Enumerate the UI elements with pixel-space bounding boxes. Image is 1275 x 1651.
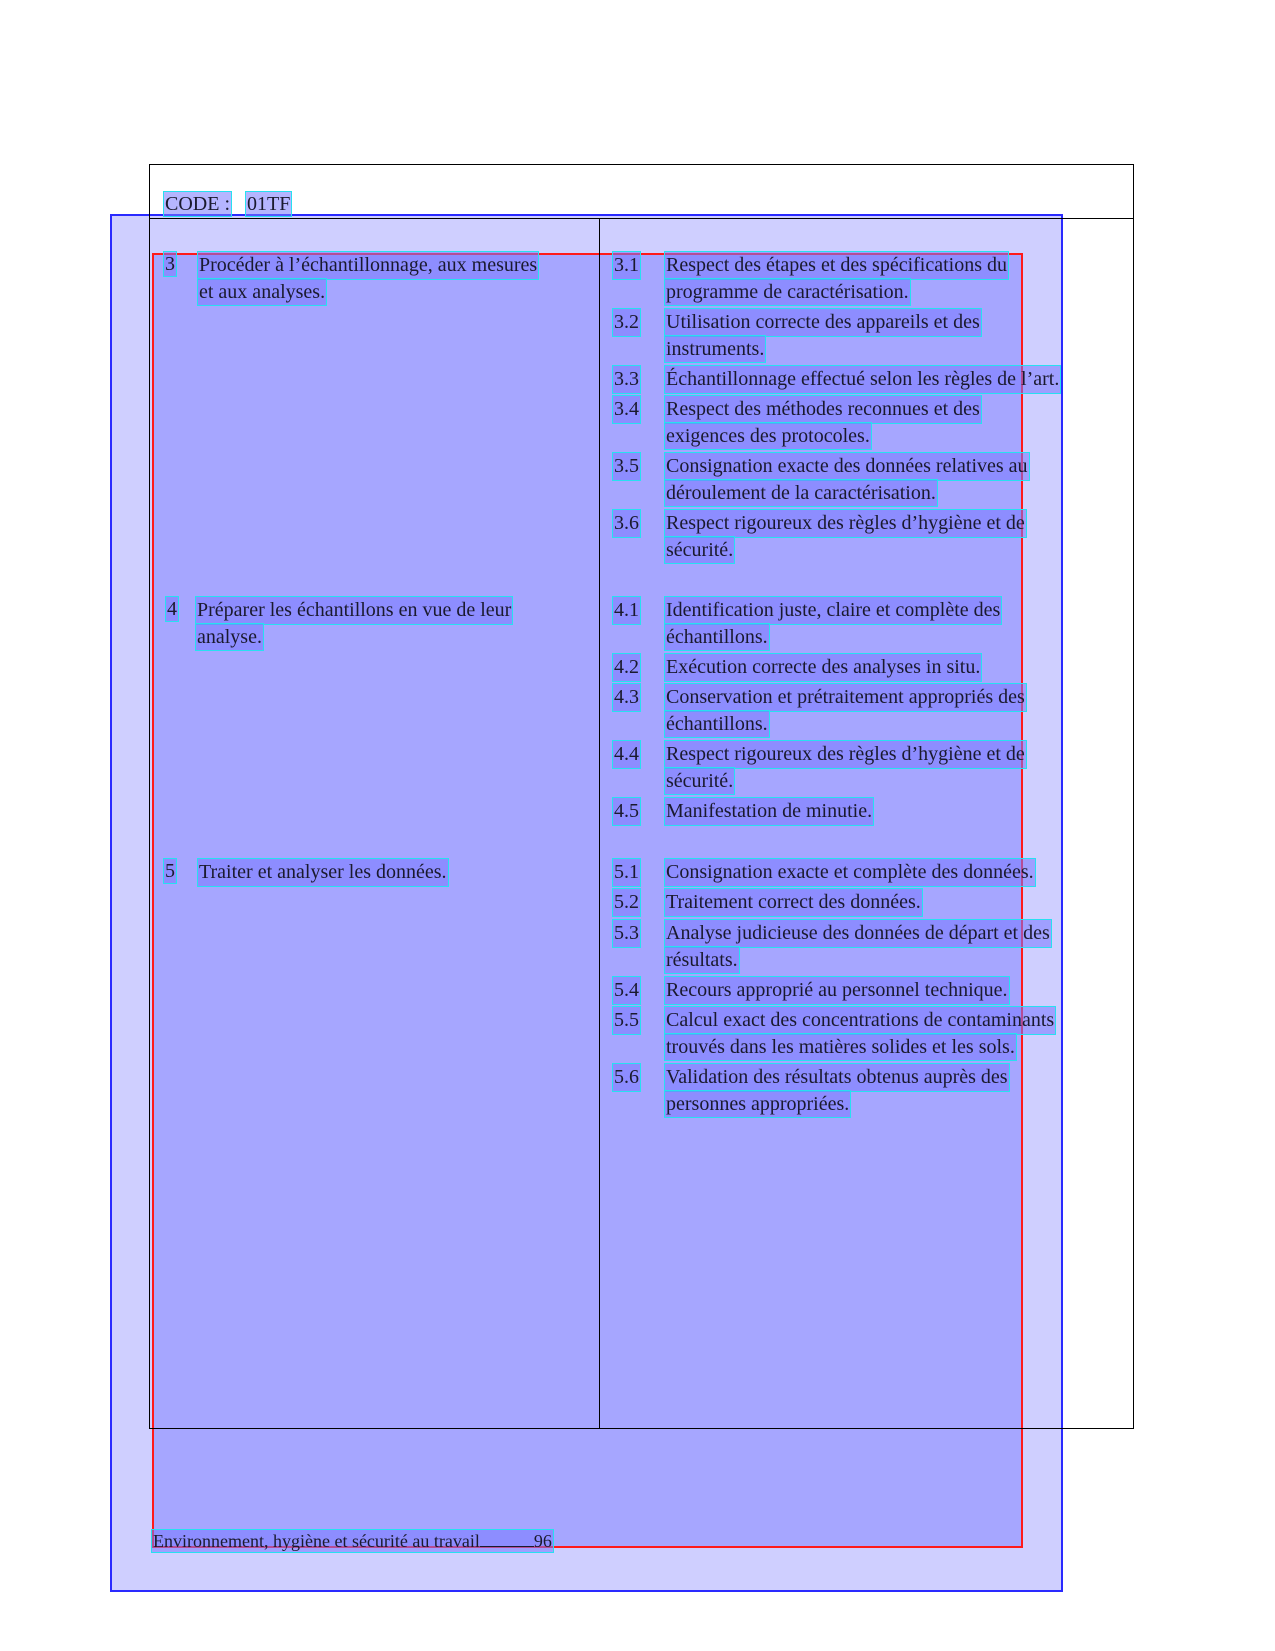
criterion-line: échantillons.	[665, 711, 769, 738]
criterion-line: Utilisation correcte des appareils et des	[665, 309, 981, 336]
criterion-number: 5.5	[613, 1007, 640, 1034]
criterion-number: 3.5	[613, 453, 640, 480]
competency-number: 4	[167, 598, 177, 620]
competency-line: analyse.	[196, 624, 556, 651]
criterion-line: Recours approprié au personnel technique.	[665, 977, 1009, 1004]
criterion-line: Exécution correcte des analyses in situ.	[665, 654, 981, 681]
competency-line: Traiter et analyser les données.	[198, 859, 448, 886]
criterion-line: Manifestation de minutie.	[665, 798, 873, 825]
criterion-number: 4.4	[613, 741, 640, 768]
criterion-number: 5.6	[613, 1064, 640, 1091]
criterion-line: résultats.	[665, 947, 739, 974]
criterion-line: déroulement de la caractérisation.	[665, 480, 937, 507]
criterion-number: 3.4	[613, 396, 640, 423]
criterion-number: 4.5	[613, 798, 640, 825]
criterion-number: 5.1	[613, 859, 640, 886]
competency-line: et aux analyses.	[198, 279, 586, 306]
criterion-line: sécurité.	[665, 768, 734, 795]
criterion-line: Respect rigoureux des règles d’hygiène et de	[665, 741, 1026, 768]
footer-title: Environnement, hygiène et sécurité au travail	[153, 1531, 480, 1551]
competency-statement	[196, 597, 556, 650]
criterion-number: 4.2	[613, 654, 640, 681]
criterion-number: 4.1	[613, 597, 640, 624]
criterion-line: Respect des méthodes reconnues et des	[665, 396, 981, 423]
criterion-line: personnes appropriées.	[665, 1091, 850, 1118]
criterion-line: exigences des protocoles.	[665, 423, 871, 450]
criterion-line: Traitement correct des données.	[665, 889, 922, 916]
criterion-line: Échantillonnage effectué selon les règles de l’art.	[665, 366, 1060, 393]
criterion-line: trouvés dans les matières solides et les sols.	[665, 1034, 1016, 1061]
competency-number: 5	[165, 860, 175, 882]
competency-statement	[198, 859, 448, 886]
criterion-line: Consignation exacte des données relatives au	[665, 453, 1029, 480]
criterion-number: 5.3	[613, 920, 640, 947]
criterion-line: Conservation et prétraitement appropriés des	[665, 684, 1026, 711]
competency-number: 3	[165, 253, 175, 275]
competency-statement	[198, 252, 586, 305]
criterion-number: 3.6	[613, 510, 640, 537]
criterion-line: Respect rigoureux des règles d’hygiène et de	[665, 510, 1026, 537]
criterion-number: 5.2	[613, 889, 640, 916]
criterion-line: Consignation exacte et complète des données.	[665, 859, 1035, 886]
competency-line: Procéder à l’échantillonnage, aux mesures	[198, 252, 586, 279]
page-footer	[152, 1530, 553, 1552]
criterion-line: Identification juste, claire et complète des	[665, 597, 1001, 624]
criterion-line: Analyse judicieuse des données de départ et des	[665, 920, 1051, 947]
page-number: 96	[533, 1531, 552, 1551]
criterion-number: 3.2	[613, 309, 640, 336]
column-divider	[599, 218, 600, 1428]
criterion-line: Validation des résultats obtenus auprès des	[665, 1064, 1009, 1091]
criterion-line: programme de caractérisation.	[665, 279, 910, 306]
criterion-number: 3.1	[613, 252, 640, 279]
code-value: 01TF	[247, 193, 291, 215]
criterion-line: instruments.	[665, 336, 765, 363]
code-label: CODE :	[165, 193, 230, 215]
criterion-line: Respect des étapes et des spécifications du	[665, 252, 1008, 279]
competency-line: Préparer les échantillons en vue de leur	[196, 597, 556, 624]
criterion-line: sécurité.	[665, 537, 734, 564]
header-divider	[149, 218, 1134, 219]
code-line	[164, 192, 291, 216]
criterion-number: 3.3	[613, 366, 640, 393]
criterion-number: 5.4	[613, 977, 640, 1004]
criterion-line: échantillons.	[665, 624, 769, 651]
footer-rule	[480, 1546, 534, 1547]
criterion-number: 4.3	[613, 684, 640, 711]
criterion-line: Calcul exact des concentrations de contaminants	[665, 1007, 1055, 1034]
